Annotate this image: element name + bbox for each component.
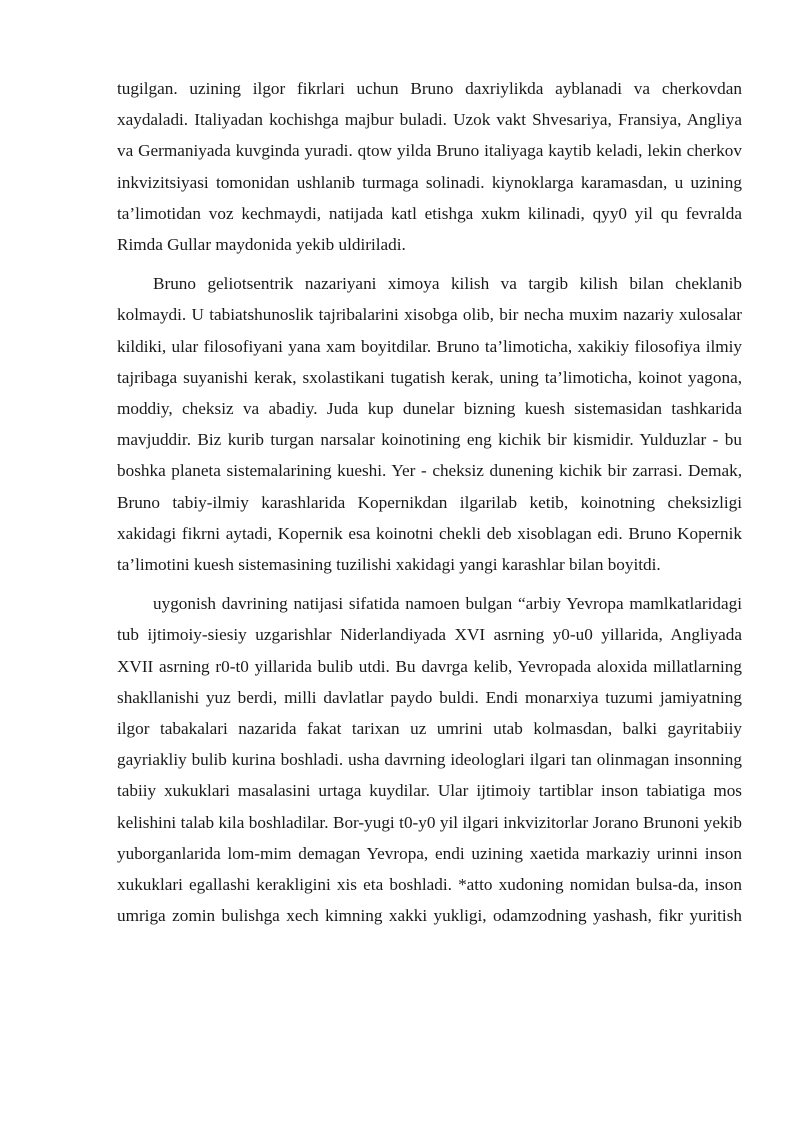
paragraph-continuation: tugilgan. uzining ilgor fikrlari uchun Bruno daxriylikda ayblanadi va cherkovdan xaydaladi. Italiyadan kochishga majbur buladi. Uzok vakt Shvesariya, Fransiya, Angliya va Germaniyada kuvginda yuradi. qtow yilda Bruno italiyaga kaytib keladi, lekin cherkov inkvizitsiyasi tomonidan ushlanib turmaga solinadi. kiynoklarga karamasdan, u uzining ta’limotidan voz kechmaydi, natijada katl etishga xukm kilinadi, qyy0 yil qu fevralda Rimda Gullar maydonida yekib uldiriladi. [117,79,742,255]
paragraph-bruno-heliocentric: Bruno geliotsentrik nazariyani ximoya kilish va targib kilish bilan cheklanib kolmaydi. U tabiatshunoslik tajribalarini xisobga olib, bir necha muxim nazariy xulosalar kildiki, ular filosofiyani yana xam boyitdilar. Bruno ta’limoticha, xakikiy filosofiya ilmiy tajribaga suyanishi kerak, sxolastikani tugatish kerak, uning ta’limoticha, koinot yagona, moddiy, cheksiz va abadiy. Juda kup dunelar bizning kuesh sistemasidan tashkarida mavjuddir. Biz kurib turgan narsalar koinotining eng kichik bir kismidir. Yulduzlar - bu boshka planeta sistemalarining kueshi. Yer - cheksiz dunening kichik bir zarrasi. Demak, Bruno tabiy-ilmiy karashlarida Kopernikdan ilgarilab ketib, koinotning cheksizligi xakidagi fikrni aytadi, Kopernik esa koinotni chekli deb xisoblagan edi. Bruno Kopernik ta’limotini kuesh sistemasining tuzilishi xakidagi yangi karashlar bilan boyitdi. [117,274,742,575]
paragraph-renaissance-results: uygonish davrining natijasi sifatida namoen bulgan “arbiy Yevropa mamlkatlaridagi tub ijtimoiy-siesiy uzgarishlar Niderlandiyada XVI asrning y0-u0 yillarida, Angliyada XVII asrning r0-t0 yillarida bulib utdi. Bu davrga kelib, Yevropada aloxida millatlarning shakllanishi yuz berdi, milli davlatlar paydo buldi. Endi monarxiya tuzumi jamiyatning ilgor tabakalari nazarida fakat tarixan uz umrini utab kolmasdan, balki gayritabiiy gayriakliy bulib kurina boshladi. usha davrning ideologlari ilgari tan olinmagan insonning tabiiy xukuklari masalasini urtaga kuydilar. Ular ijtimoiy tartiblar inson tabiatiga mos kelishini talab kila boshladilar. Bor-yugi t0-y0 yil ilgari inkvizitorlar Jorano Brunoni yekib yuborganlarida lom-mim demagan Yevropa, endi uzining xaetida markaziy urinni inson xukuklari egallashi kerakligini xis eta boshladi. *atto xudoning nomidan bulsa-da, inson umriga zomin bulishga xech kimning xakki yukligi, odamzodning yashash, fikr yuritish [117,594,742,926]
body-text [117,73,742,931]
